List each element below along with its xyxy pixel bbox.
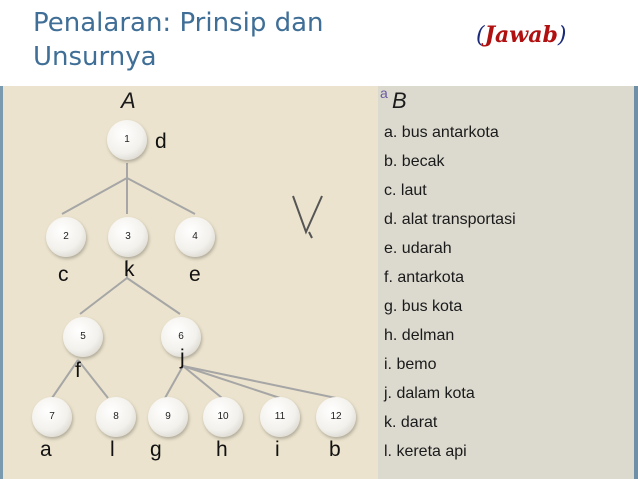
tree-letter-3: k: [124, 258, 135, 281]
edge-3-5: [80, 278, 127, 314]
tree-node-6: 6: [161, 317, 201, 357]
tree-letter-12: b: [329, 438, 341, 461]
edge-6-9: [165, 366, 183, 398]
edge-1-4: [127, 178, 195, 214]
tree-letter-5: f: [75, 359, 81, 382]
jawab-word: Jawab: [484, 22, 558, 48]
list-item: h. delman: [384, 327, 455, 344]
column-b-prefix: a: [380, 85, 388, 101]
list-item: a. bus antarkota: [384, 124, 499, 141]
tree-node-5: 5: [63, 317, 103, 357]
list-item: d. alat transportasi: [384, 211, 516, 228]
tree-letter-8: l: [110, 438, 115, 461]
tree-node-3: 3: [108, 217, 148, 257]
edge-3-6: [127, 278, 180, 314]
tree-letter-9: g: [150, 438, 162, 461]
jawab-close: ): [557, 23, 567, 48]
tree-letter-4: e: [189, 263, 201, 286]
list-item: e. udarah: [384, 240, 452, 257]
tree-letter-6: j: [180, 346, 185, 369]
list-item: g. bus kota: [384, 298, 463, 315]
tree-node-12: 12: [316, 397, 356, 437]
answer-list: [384, 118, 516, 466]
tree-letter-11: i: [275, 438, 280, 461]
tree-node-7: 7: [32, 397, 72, 437]
tree-node-1: 1: [107, 120, 147, 160]
tree-letter-1: d: [155, 130, 167, 153]
tree-node-8: 8: [96, 397, 136, 437]
edge-1-2: [62, 178, 127, 214]
tree-node-2: 2: [46, 217, 86, 257]
tree-node-10: 10: [203, 397, 243, 437]
list-item: j. dalam kota: [384, 385, 475, 402]
tree-node-4: 4: [175, 217, 215, 257]
tree-letter-2: c: [58, 263, 69, 286]
column-b-label: B: [392, 88, 407, 113]
tree-letter-10: h: [216, 438, 228, 461]
tree-node-11: 11: [260, 397, 300, 437]
edge-6-11: [183, 366, 280, 398]
list-item: i. bemo: [384, 356, 437, 373]
tree-node-9: 9: [148, 397, 188, 437]
list-item: f. antarkota: [384, 269, 465, 286]
edge-5-8: [78, 360, 108, 398]
jawab-open: (: [476, 23, 485, 48]
slide-title: Penalaran: Prinsip dan Unsurnya: [33, 8, 324, 72]
list-item: c. laut: [384, 182, 427, 199]
list-item: k. darat: [384, 414, 438, 431]
tree-letter-7: a: [40, 438, 52, 461]
list-item: l. kereta api: [384, 443, 467, 460]
list-item: b. becak: [384, 153, 445, 170]
checkmark-icon: [293, 196, 322, 238]
edge-6-12: [183, 366, 336, 398]
column-a-label: A: [121, 88, 136, 113]
